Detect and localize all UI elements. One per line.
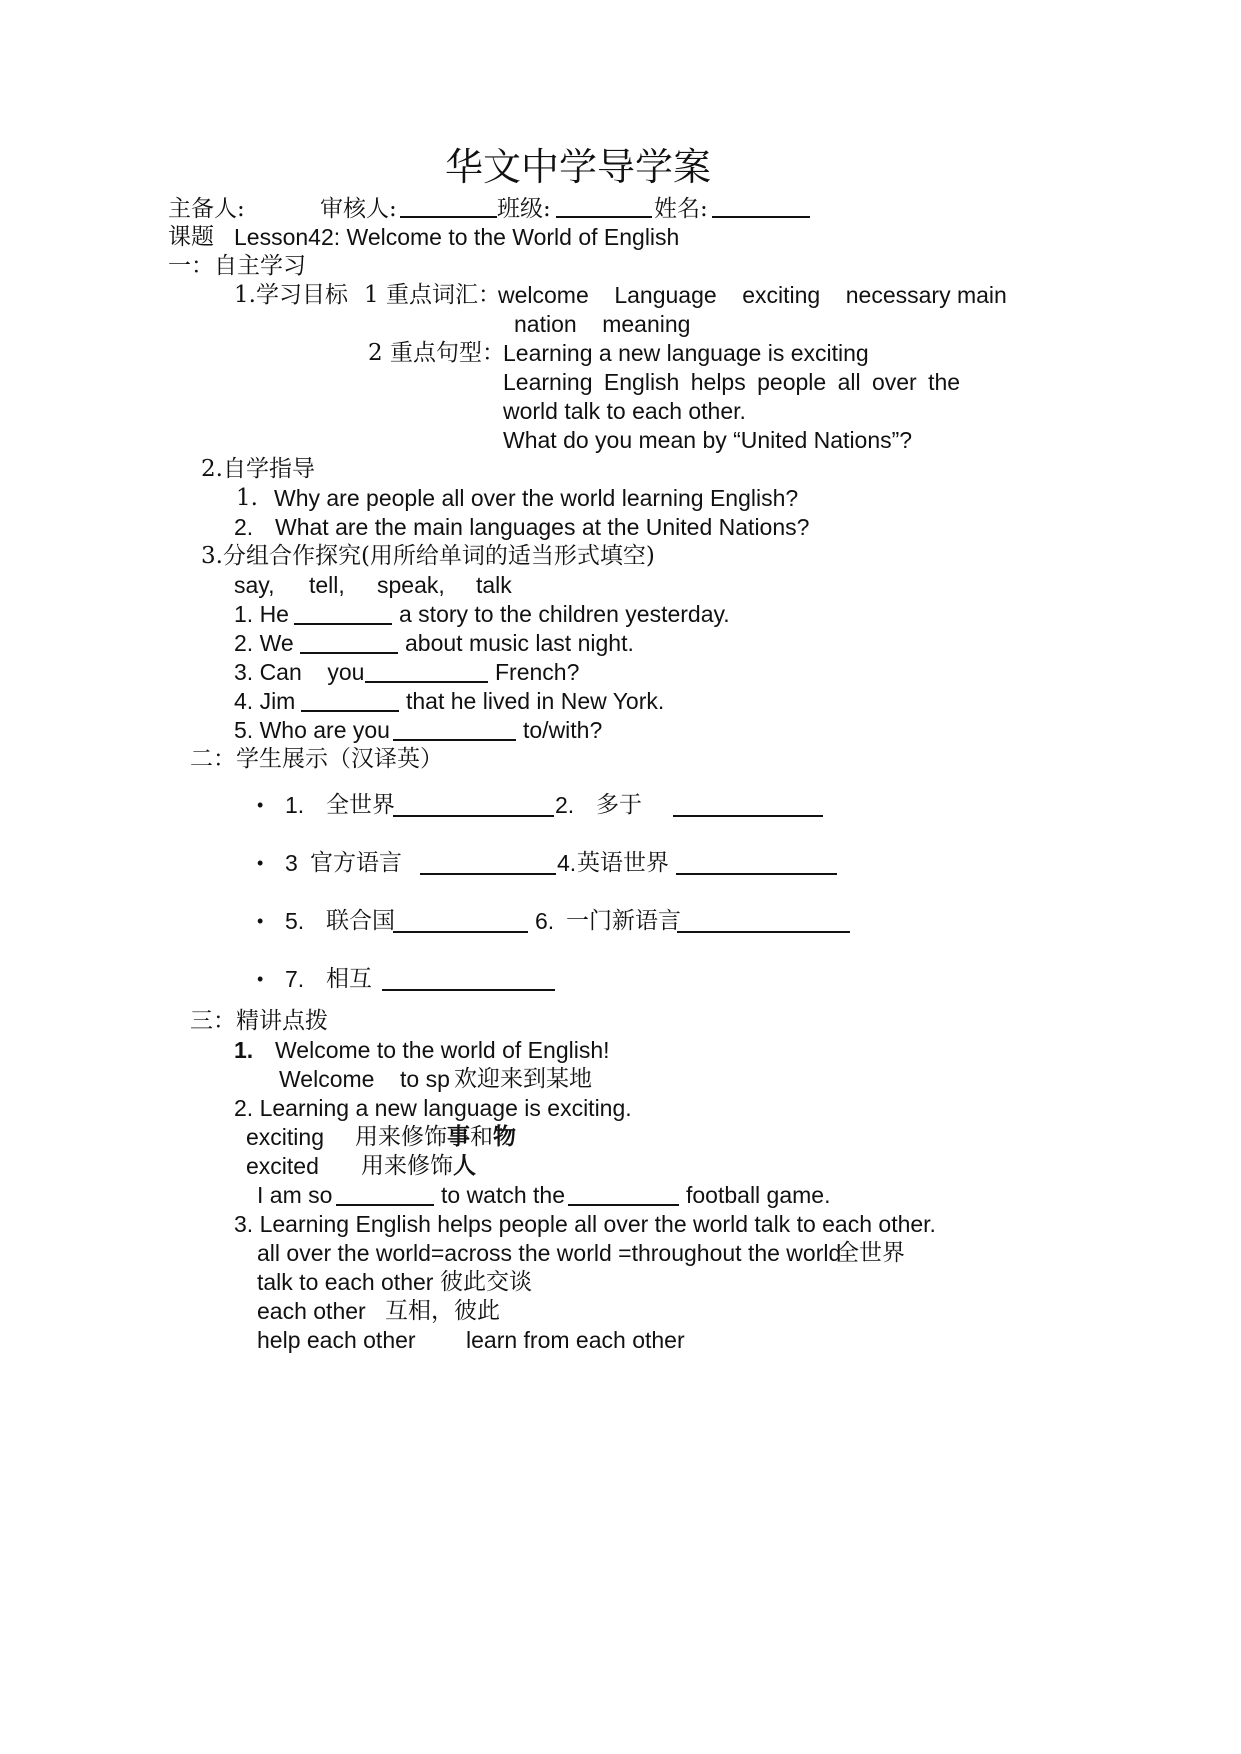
preparer-label: 主备人: <box>168 196 245 222</box>
fill-item-3-blank[interactable] <box>365 681 488 683</box>
p3-line2-en: talk to each other <box>257 1269 434 1295</box>
bullet-2: • <box>257 853 264 873</box>
name-blank[interactable] <box>712 216 810 218</box>
s2-item-2-num: 2. <box>555 792 575 818</box>
class-blank[interactable] <box>556 216 652 218</box>
p2-example-blank-1[interactable] <box>336 1204 434 1206</box>
p2-example-blank-2[interactable] <box>568 1204 679 1206</box>
p3-line4a: help each other <box>257 1327 416 1353</box>
sentence-1: Learning a new language is exciting <box>503 340 869 366</box>
s2-item-2-blank[interactable] <box>673 815 823 817</box>
p2-exciting: exciting <box>246 1124 324 1150</box>
s2-item-7-num: 7. <box>285 966 305 992</box>
p3-line1-cn: 全世界 <box>836 1240 905 1266</box>
fill-item-5-pre: 5. Who are you <box>234 717 390 743</box>
p3-line3-en: each other <box>257 1298 366 1324</box>
sentence-4: What do you mean by “United Nations”? <box>503 427 913 453</box>
p2-excited-note-a: 用来修饰 <box>361 1153 453 1179</box>
p2-exciting-note-b: 事 <box>447 1123 470 1150</box>
p2-exciting-note-a: 用来修饰 <box>355 1124 447 1150</box>
page-title: 华文中学导学案 <box>445 145 712 189</box>
topic-value: Lesson42: Welcome to the World of English <box>234 224 680 250</box>
p3-line2-cn: 彼此交谈 <box>440 1269 532 1295</box>
p2-text: 2. Learning a new language is exciting. <box>234 1095 632 1121</box>
guide-item-2-text: What are the main languages at the United Nations? <box>275 514 810 540</box>
word-tell: tell, <box>309 572 345 598</box>
s2-item-3-num: 3 <box>285 850 298 876</box>
fill-item-3-pre: 3. Can you <box>234 659 365 685</box>
fill-item-5-blank[interactable] <box>393 739 516 741</box>
p1-text: Welcome to the world of English! <box>275 1037 610 1063</box>
s2-item-6-text: 一门新语言 <box>566 908 681 934</box>
p2-example-mid: to watch the <box>441 1182 566 1208</box>
reviewer-blank[interactable] <box>400 216 497 218</box>
fill-item-1-pre: 1. He <box>234 601 289 627</box>
bullet-3: • <box>257 911 264 931</box>
fill-item-3-post: French? <box>495 659 580 685</box>
sentence-label: 2 重点句型： <box>368 340 505 366</box>
fill-item-1-post: a story to the children yesterday. <box>399 601 730 627</box>
sentence-3: world talk to each other. <box>503 398 746 424</box>
s2-item-1-num: 1. <box>285 792 305 818</box>
p3-line3-cn: 互相，彼此 <box>385 1298 500 1324</box>
s2-item-4-num: 4. <box>557 850 577 876</box>
fill-item-2-post: about music last night. <box>405 630 634 656</box>
p2-example-pre: I am so <box>257 1182 333 1208</box>
section3-heading: 三：精讲点拨 <box>190 1008 328 1034</box>
p3-line1-en: all over the world=across the world =throughout the world <box>257 1240 842 1266</box>
s2-item-5-text: 联合国 <box>326 908 395 934</box>
vocab-line-1: welcome Language exciting necessary main <box>498 282 1007 308</box>
s2-item-6-blank[interactable] <box>677 931 850 933</box>
s2-item-1-blank[interactable] <box>393 815 554 817</box>
guide-heading: 2.自学指导 <box>201 456 315 482</box>
word-say: say, <box>234 572 275 598</box>
class-label: 班级: <box>497 196 551 222</box>
p1-sub-en: Welcome to sp <box>279 1066 450 1092</box>
p3-line4b: learn from each other <box>466 1327 685 1353</box>
s2-item-3-text: 官方语言 <box>310 850 402 876</box>
s2-item-7-text: 相互 <box>326 966 372 992</box>
p2-example-post: football game. <box>686 1182 831 1208</box>
group-heading: 3.分组合作探究(用所给单词的适当形式填空) <box>201 543 655 569</box>
s2-item-4-text: 英语世界 <box>577 850 669 876</box>
p2-excited-note-b: 人 <box>453 1152 476 1179</box>
guide-item-1-text: Why are people all over the world learning English? <box>274 485 799 511</box>
fill-item-1-blank[interactable] <box>294 623 392 625</box>
s2-item-5-blank[interactable] <box>393 931 528 933</box>
bullet-1: • <box>257 795 264 815</box>
fill-item-4-blank[interactable] <box>301 710 399 712</box>
reviewer-label: 审核人: <box>320 196 397 222</box>
s2-item-6-num: 6. <box>535 908 555 934</box>
vocab-label: 1 重点词汇： <box>364 282 501 308</box>
section2-heading: 二：学生展示（汉译英） <box>190 746 443 772</box>
fill-item-4-pre: 4. Jim <box>234 688 296 714</box>
word-talk: talk <box>476 572 512 598</box>
name-label: 姓名: <box>654 196 708 222</box>
p2-exciting-note-d: 物 <box>493 1123 516 1150</box>
guide-item-1-num: 1. <box>236 485 258 511</box>
s2-item-5-num: 5. <box>285 908 305 934</box>
fill-item-4-post: that he lived in New York. <box>406 688 665 714</box>
p3-text: 3. Learning English helps people all over the world talk to each other. <box>234 1211 936 1237</box>
s2-item-2-text: 多于 <box>596 792 642 818</box>
section1-heading: 一：自主学习 <box>168 253 306 279</box>
fill-item-5-post: to/with? <box>523 717 603 743</box>
p2-excited-note <box>361 1152 476 1180</box>
topic-label: 课题 <box>168 224 214 250</box>
word-speak: speak, <box>377 572 445 598</box>
p2-exciting-note-c: 和 <box>470 1124 493 1150</box>
s2-item-1-text: 全世界 <box>326 792 395 818</box>
p1-num: 1. <box>234 1037 254 1063</box>
goals-label: 1.学习目标 <box>234 282 348 308</box>
p1-sub-cn: 欢迎来到某地 <box>454 1066 592 1092</box>
fill-item-2-pre: 2. We <box>234 630 294 656</box>
s2-item-7-blank[interactable] <box>382 989 555 991</box>
bullet-4: • <box>257 969 264 989</box>
guide-item-2-num: 2. <box>234 514 254 540</box>
s2-item-4-blank[interactable] <box>676 873 837 875</box>
fill-item-2-blank[interactable] <box>300 652 398 654</box>
p2-exciting-note <box>355 1123 516 1151</box>
s2-item-3-blank[interactable] <box>420 873 556 875</box>
vocab-line-2: nation meaning <box>514 311 691 337</box>
sentence-2: Learning English helps people all over the <box>503 369 961 395</box>
p2-excited: excited <box>246 1153 319 1179</box>
